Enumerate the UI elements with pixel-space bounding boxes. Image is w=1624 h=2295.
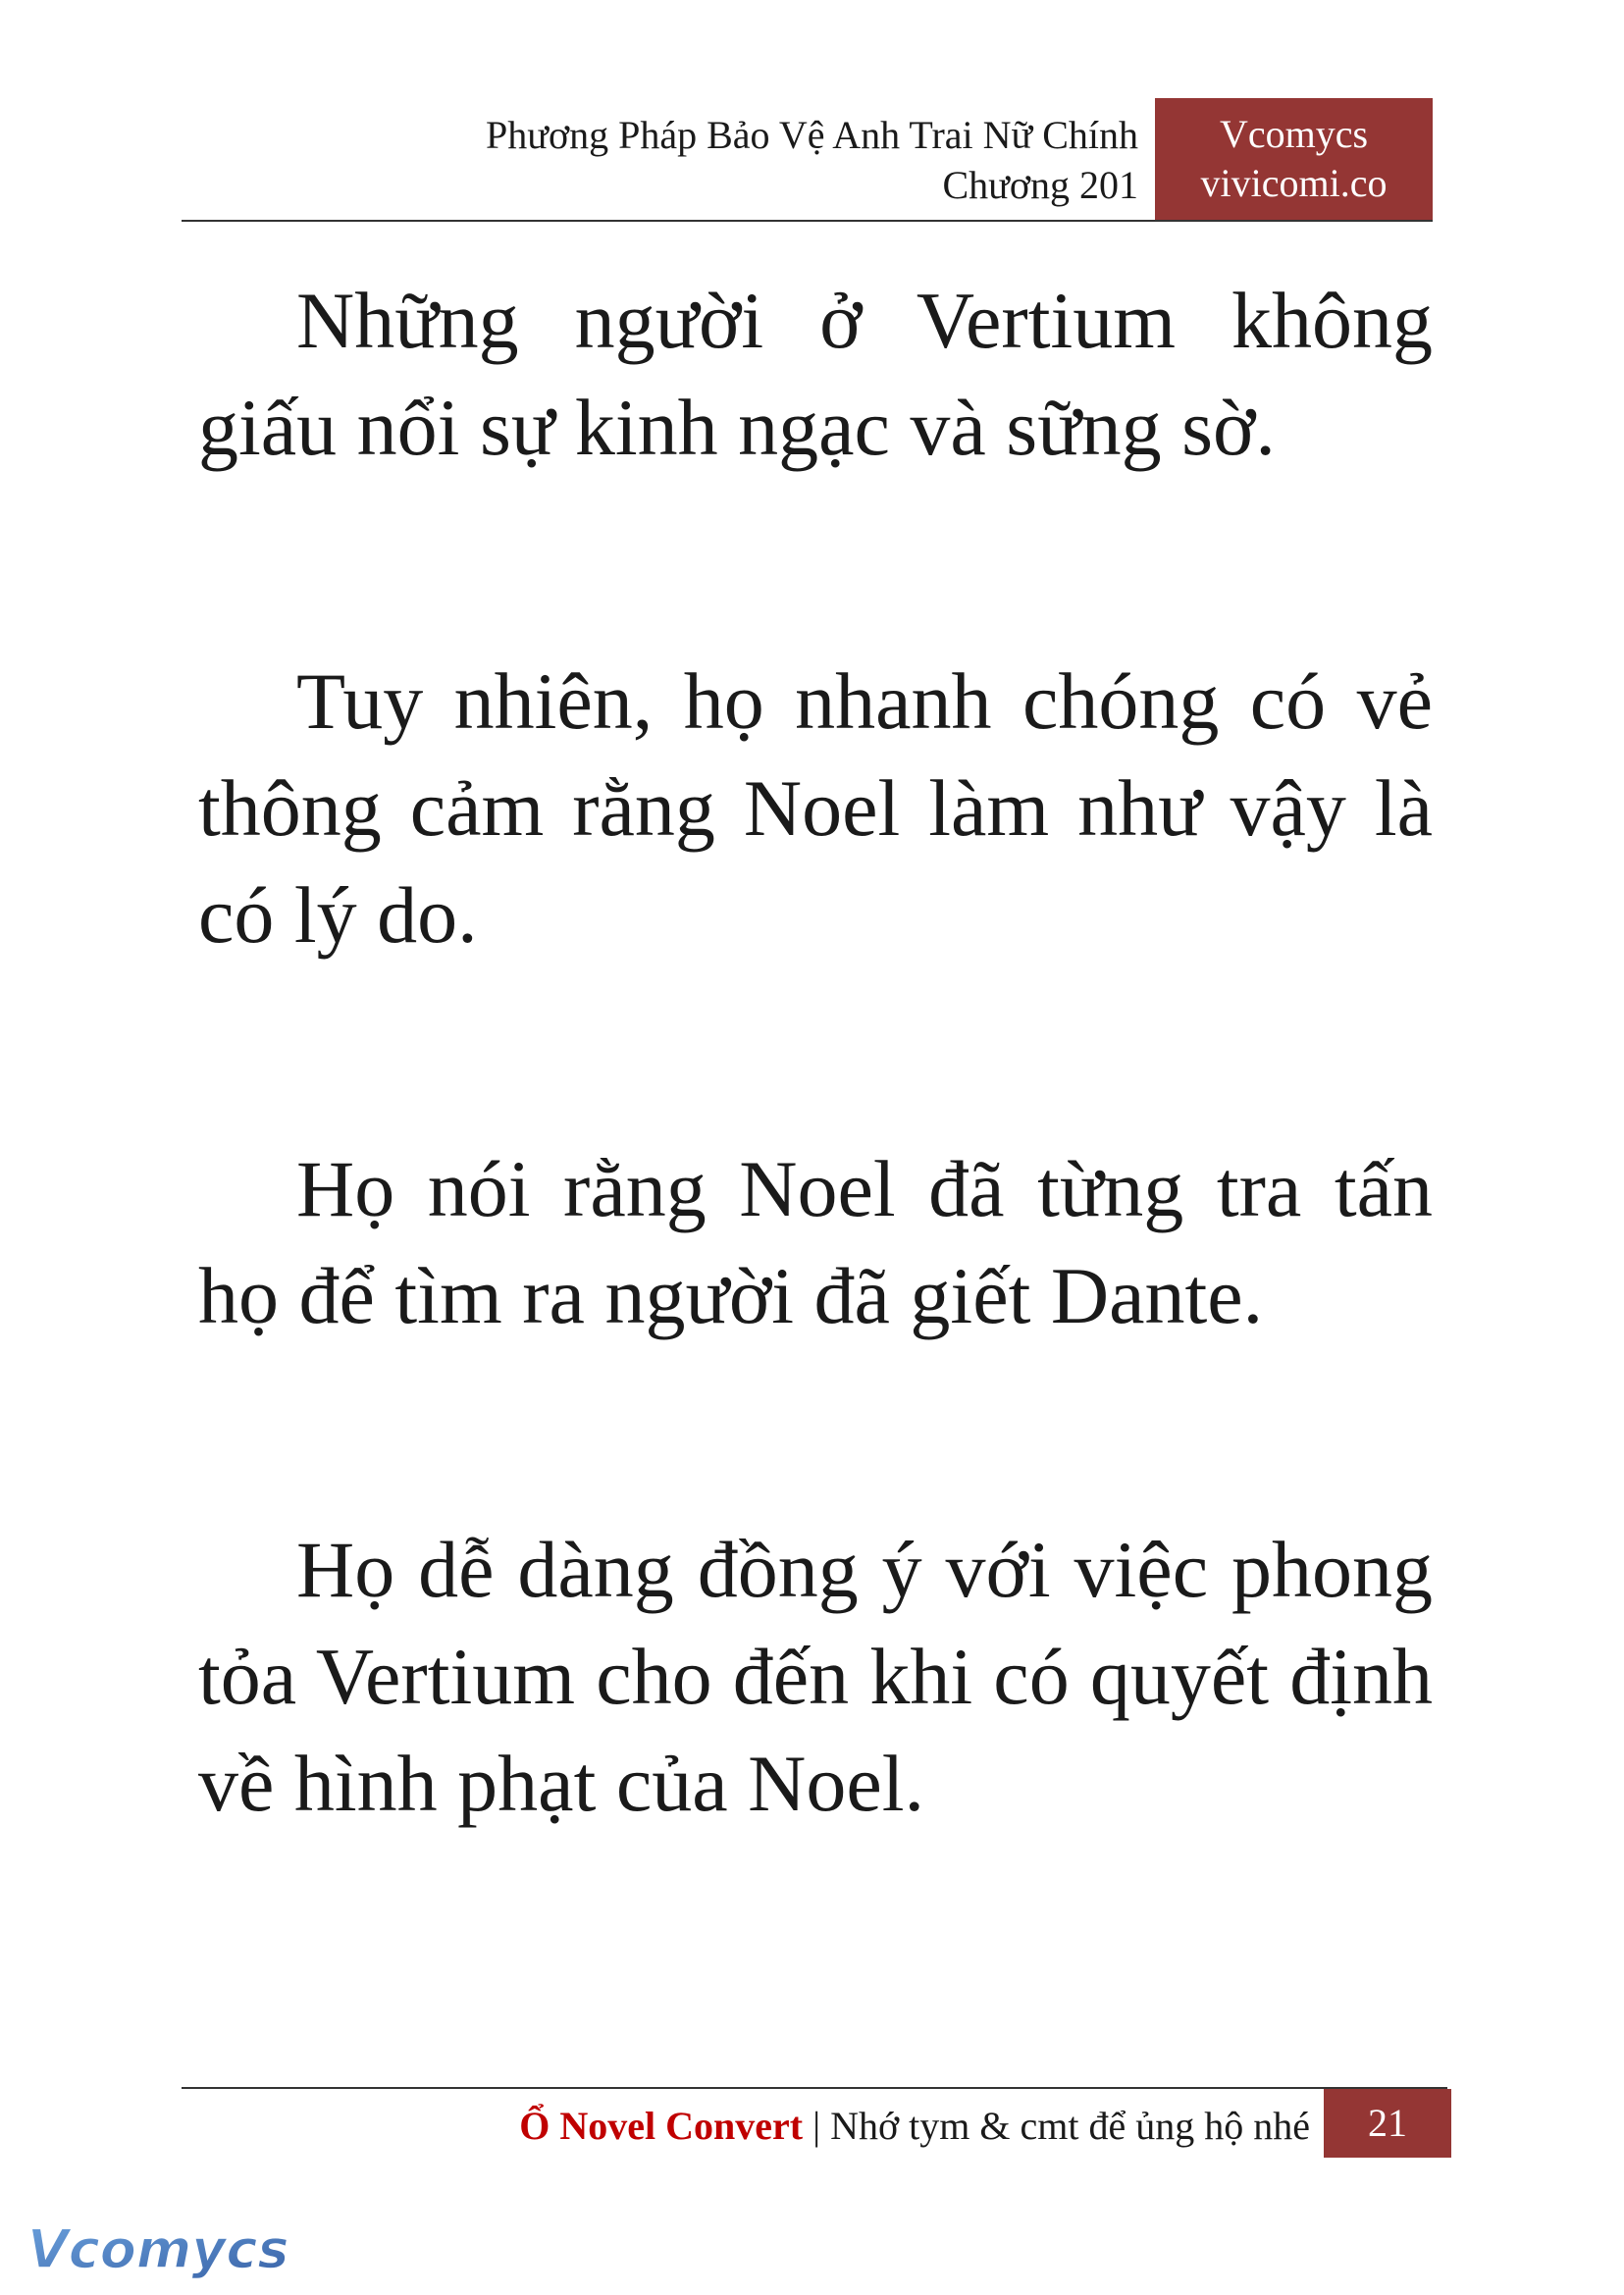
paragraph: Họ nói rằng Noel đã từng tra tấn họ để tìm ra người đã giết Dante. [198, 1144, 1433, 1340]
paragraph: Tuy nhiên, họ nhanh chóng có vẻ thông cảm rằng Noel làm như vậy là có lý do. [198, 656, 1433, 960]
footer-note [519, 2096, 1310, 2157]
book-title: Phương Pháp Bảo Vệ Anh Trai Nữ Chính [486, 113, 1138, 157]
header-divider [182, 220, 1433, 222]
footer-divider [182, 2087, 1447, 2089]
paragraph: Họ dễ dàng đồng ý với việc phong tỏa Vertium cho đến khi có quyết định về hình phạt của Noel. [198, 1525, 1433, 1828]
site-name: Vcomycs [1219, 112, 1369, 156]
watermark-text: Vcomycs [27, 2218, 289, 2280]
chapter-body [198, 267, 1433, 2004]
site-badge [1155, 98, 1433, 220]
vcomycs-logo-watermark [24, 2213, 289, 2291]
footer-message: Nhớ tym & cmt để ủng hộ nhé [830, 2104, 1310, 2148]
running-header [486, 110, 1138, 210]
footer-brand: Ổ Novel Convert [519, 2104, 804, 2148]
paragraph: Những người ở Vertium không giấu nổi sự kinh ngạc và sững sờ. [198, 276, 1433, 472]
site-url: vivicomi.co [1200, 161, 1388, 205]
page-number: 21 [1324, 2089, 1451, 2158]
chapter-label: Chương 201 [942, 163, 1138, 207]
footer-separator: | [812, 2104, 821, 2148]
